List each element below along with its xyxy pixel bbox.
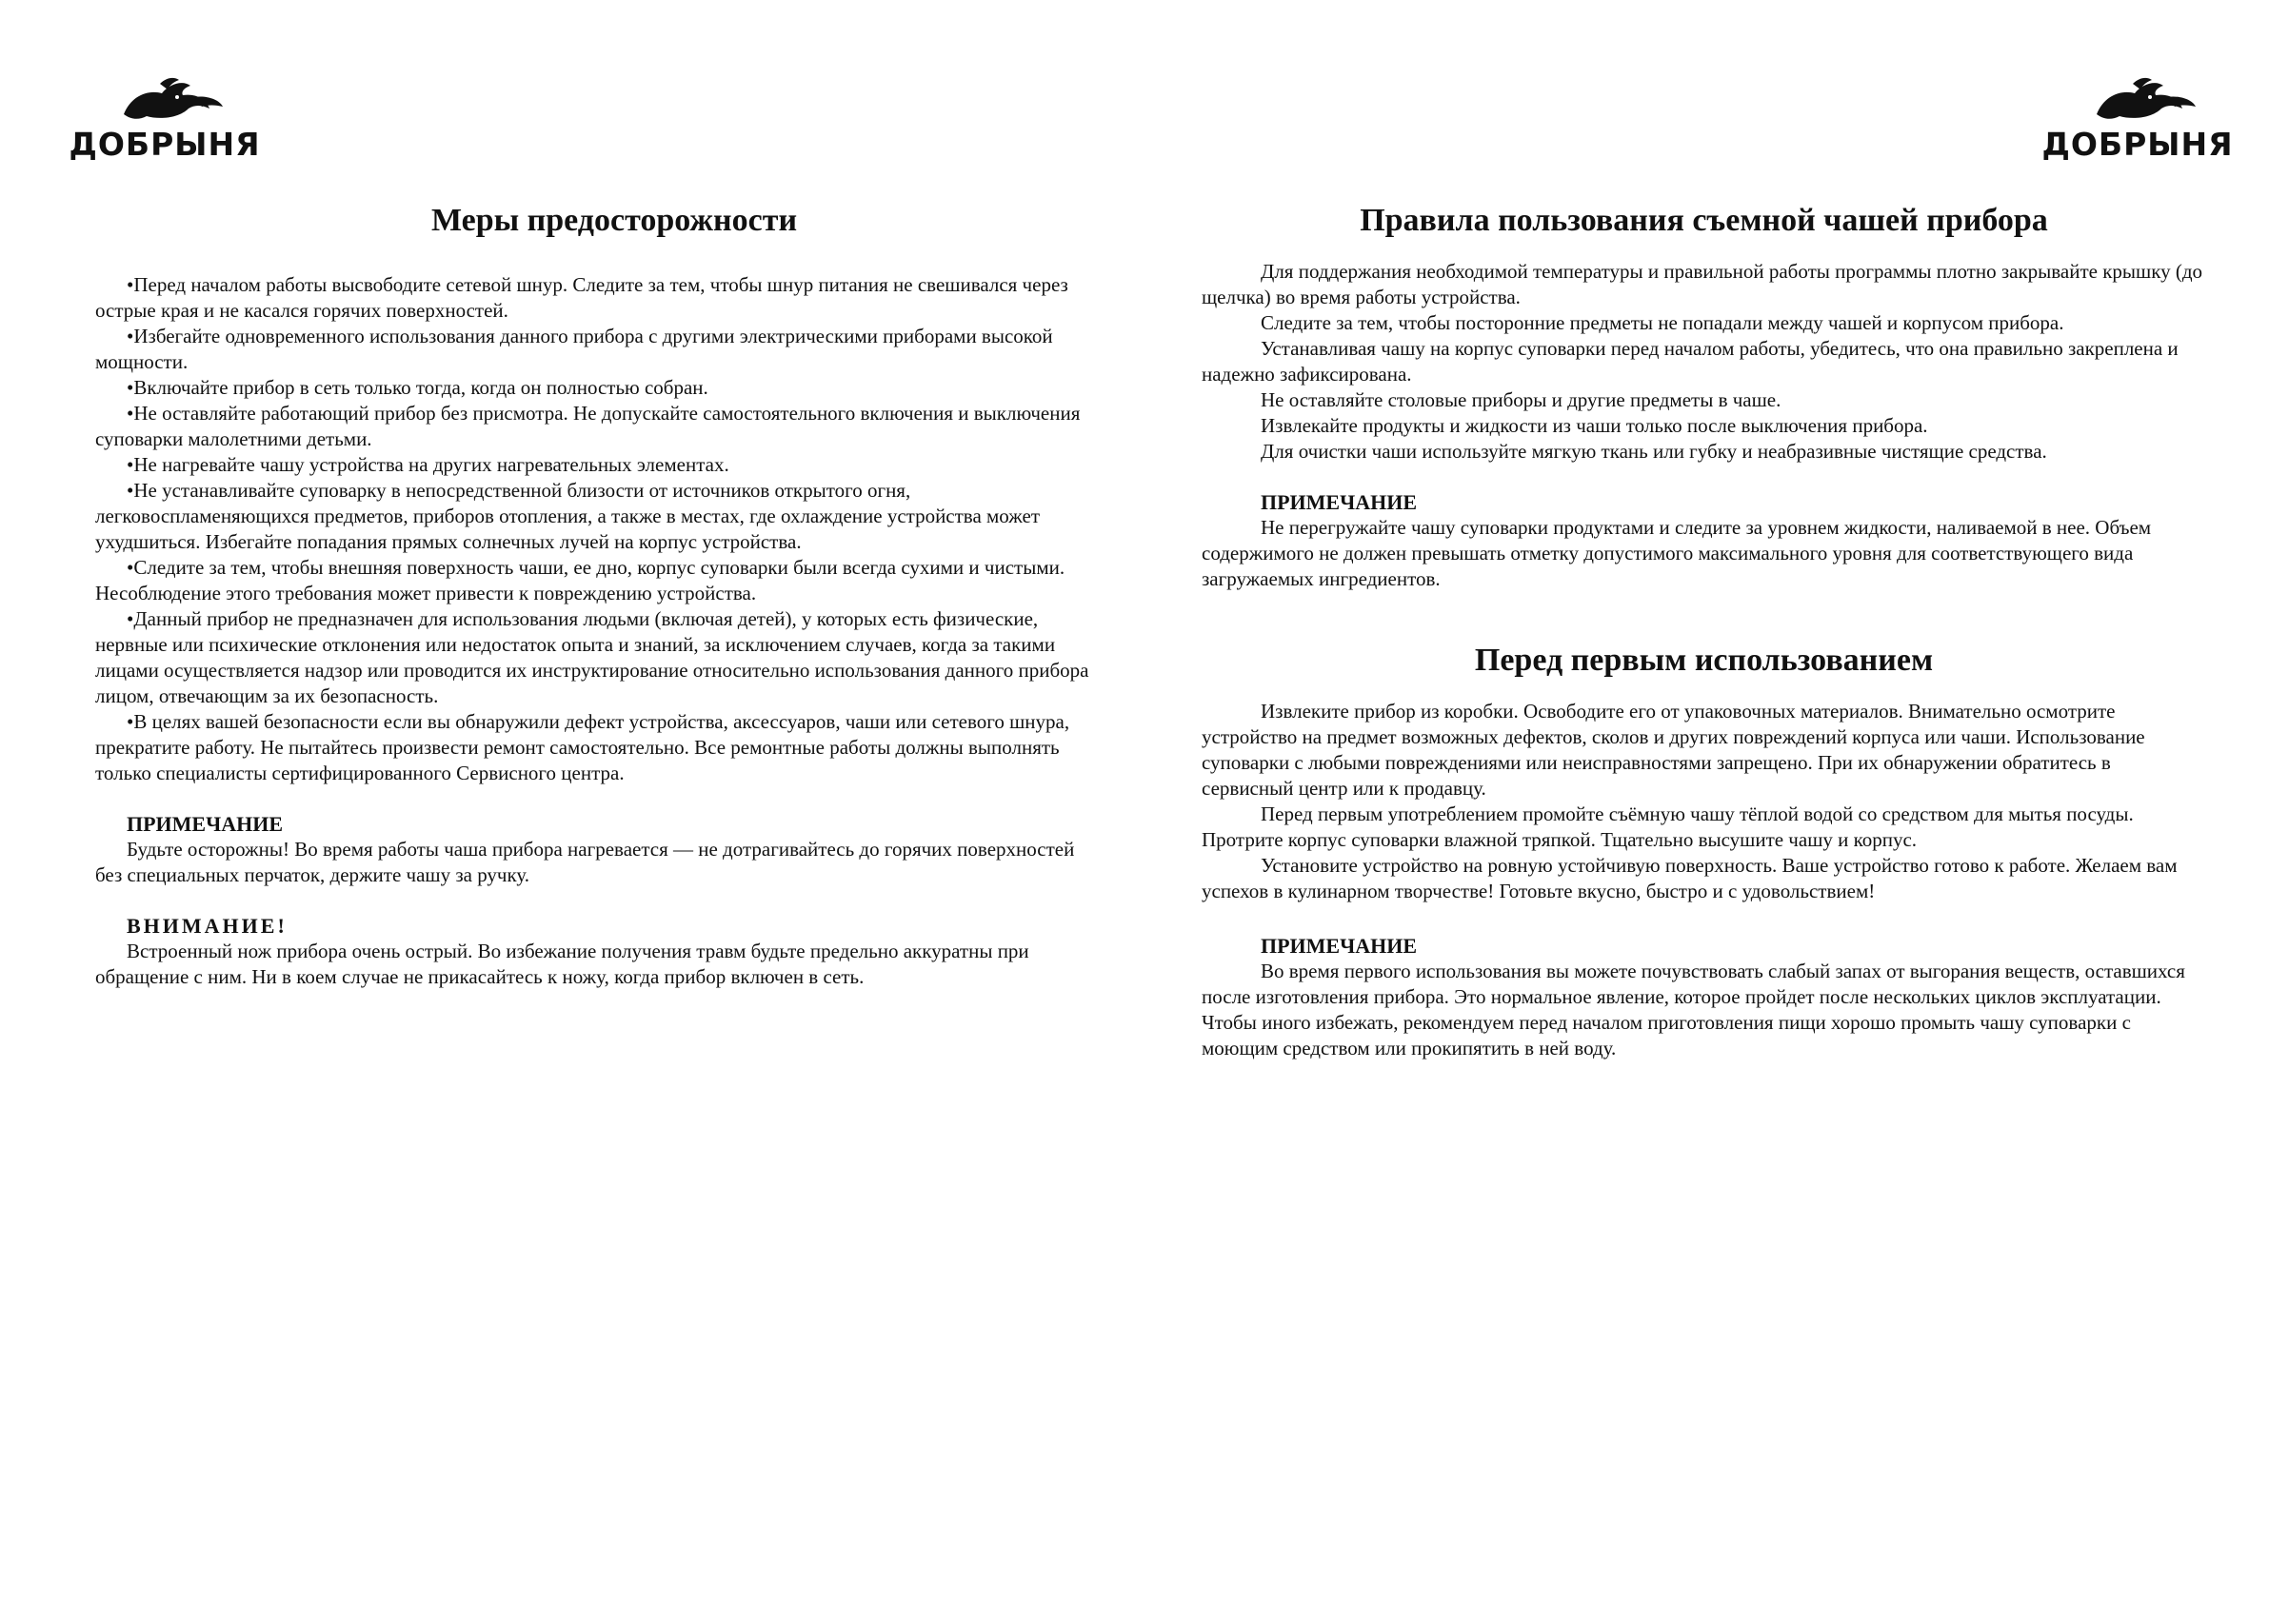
list-item: •Не нагревайте чашу устройства на других нагревательных элементах. <box>127 453 729 476</box>
paragraph: Устанавливая чашу на корпус суповарки перед началом работы, убедитесь, что она правильно закреплена и надежно зафиксирована. <box>1202 337 2179 386</box>
brand-logo <box>65 76 265 171</box>
precautions-section <box>95 200 1100 990</box>
note-text: Будьте осторожны! Во время работы чаша прибора нагревается — не дотрагивайтесь до горячих поверхностей без специальных перчаток, держите чашу за ручку. <box>95 838 1075 886</box>
brand-name: ДОБРЫНЯ <box>2041 126 2234 163</box>
section-title-first-use: Перед первым использованием <box>1474 643 1934 678</box>
paragraph: Установите устройство на ровную устойчивую поверхность. Ваше устройство готово к работе. Желаем вам успехов в кулинарном творчестве! Готовьте вкусно, быстро и с удовольствием! <box>1202 854 2178 902</box>
paragraph: Извлекайте продукты и жидкости из чаши только после выключения прибора. <box>1261 414 1928 437</box>
note-heading: ПРИМЕЧАНИЕ <box>1261 490 1418 514</box>
list-item: •Включайте прибор в сеть только тогда, когда он полностью собран. <box>127 376 708 399</box>
paragraph: Извлеките прибор из коробки. Освободите его от упаковочных материалов. Внимательно осмотрите устройство на предмет возможных дефектов, сколов и других повреждений корпуса или чаши. Использование суповарки с любыми повреждениями или неисправностями запрещено. При их обнаружении обратитесь в сервисный центр или к продавцу. <box>1202 700 2145 800</box>
paragraph: Для поддержания необходимой температуры и правильной работы программы плотно закрывайте крышку (до щелчка) во время работы устройства. <box>1202 260 2203 308</box>
list-item: •В целях вашей безопасности если вы обнаружили дефект устройства, аксессуаров, чаши или сетевого шнура, прекратите работу. Не пытайтесь произвести ремонт самостоятельно. Все ремонтные работы должны выполнять только специалисты сертифицированного Сервисного центра. <box>95 710 1070 784</box>
precautions-list <box>95 272 1100 786</box>
right-page <box>1144 0 2289 1624</box>
left-page <box>0 0 1144 1624</box>
brand-logo <box>2038 76 2238 171</box>
paragraph: Для очистки чаши используйте мягкую ткань или губку и неабразивные чистящие средства. <box>1261 440 2047 463</box>
note-heading: ПРИМЕЧАНИЕ <box>1261 934 1418 958</box>
bowl-rules-section <box>1202 200 2206 1061</box>
list-item: •Следите за тем, чтобы внешняя поверхность чаши, ее дно, корпус суповарки были всегда сухими и чистыми. Несоблюдение этого требования может привести к повреждению устройства. <box>95 556 1065 604</box>
horse-rider-icon <box>103 76 227 129</box>
list-item: •Перед началом работы высвободите сетевой шнур. Следите за тем, чтобы шнур питания не свешивался через острые края и не касался горячих поверхностей. <box>95 273 1068 322</box>
brand-name: ДОБРЫНЯ <box>69 126 261 163</box>
first-use-list <box>1202 699 2206 904</box>
paragraph: Перед первым употреблением промойте съёмную чашу тёплой водой со средством для мытья посуды. Протрите корпус суповарки влажной тряпкой. Тщательно высушите чашу и корпус. <box>1202 802 2134 851</box>
bowl-rules-list <box>1202 259 2206 465</box>
note-heading: ПРИМЕЧАНИЕ <box>127 812 284 836</box>
list-item: •Данный прибор не предназначен для использования людьми (включая детей), у которых есть физические, нервные или психические отклонения или недостаток опыта и знаний, за исключением случаев, когда за такими лицами осуществляется надзор или проводится их инструктирование относительно использования данного прибора лицом, отвечающим за их безопасность. <box>95 607 1089 707</box>
paragraph: Следите за тем, чтобы посторонние предметы не попадали между чашей и корпусом прибора. <box>1261 311 2064 334</box>
paragraph: Не оставляйте столовые приборы и другие предметы в чаше. <box>1261 388 1781 411</box>
horse-rider-icon <box>2076 76 2199 129</box>
warning-heading: ВНИМАНИЕ! <box>127 914 288 938</box>
section-title-bowl-rules: Правила пользования съемной чашей прибора <box>1360 203 2048 238</box>
list-item: •Избегайте одновременного использования данного прибора с другими электрическими приборами высокой мощности. <box>95 325 1053 373</box>
page-title: Меры предосторожности <box>430 203 798 238</box>
note-text: Не перегружайте чашу суповарки продуктами и следите за уровнем жидкости, наливаемой в нее. Объем содержимого не должен превышать отметку допустимого максимального уровня для соответствующего вида загружаемых ингредиентов. <box>1202 516 2152 590</box>
warning-text: Встроенный нож прибора очень острый. Во избежание получения травм будьте предельно аккуратны при обращение с ним. Ни в коем случае не прикасайтесь к ножу, когда прибор включен в сеть. <box>95 940 1029 988</box>
list-item: •Не устанавливайте суповарку в непосредственной близости от источников открытого огня, легковоспламеняющихся предметов, приборов отопления, а также в местах, где охлаждение устройства может ухудшиться. Избегайте попадания прямых солнечных лучей на корпус устройства. <box>95 479 1041 553</box>
list-item: •Не оставляйте работающий прибор без присмотра. Не допускайте самостоятельного включения и выключения суповарки малолетними детьми. <box>95 402 1081 450</box>
note-text: Во время первого использования вы можете почувствовать слабый запах от выгорания веществ, оставшихся после изготовления прибора. Это нормальное явление, которое пройдет после нескольких циклов эксплуатации. Чтобы иного избежать, рекомендуем перед началом приготовления пищи хорошо промыть чашу суповарки с моющим средством или прокипятить в ней воду. <box>1202 960 2185 1060</box>
